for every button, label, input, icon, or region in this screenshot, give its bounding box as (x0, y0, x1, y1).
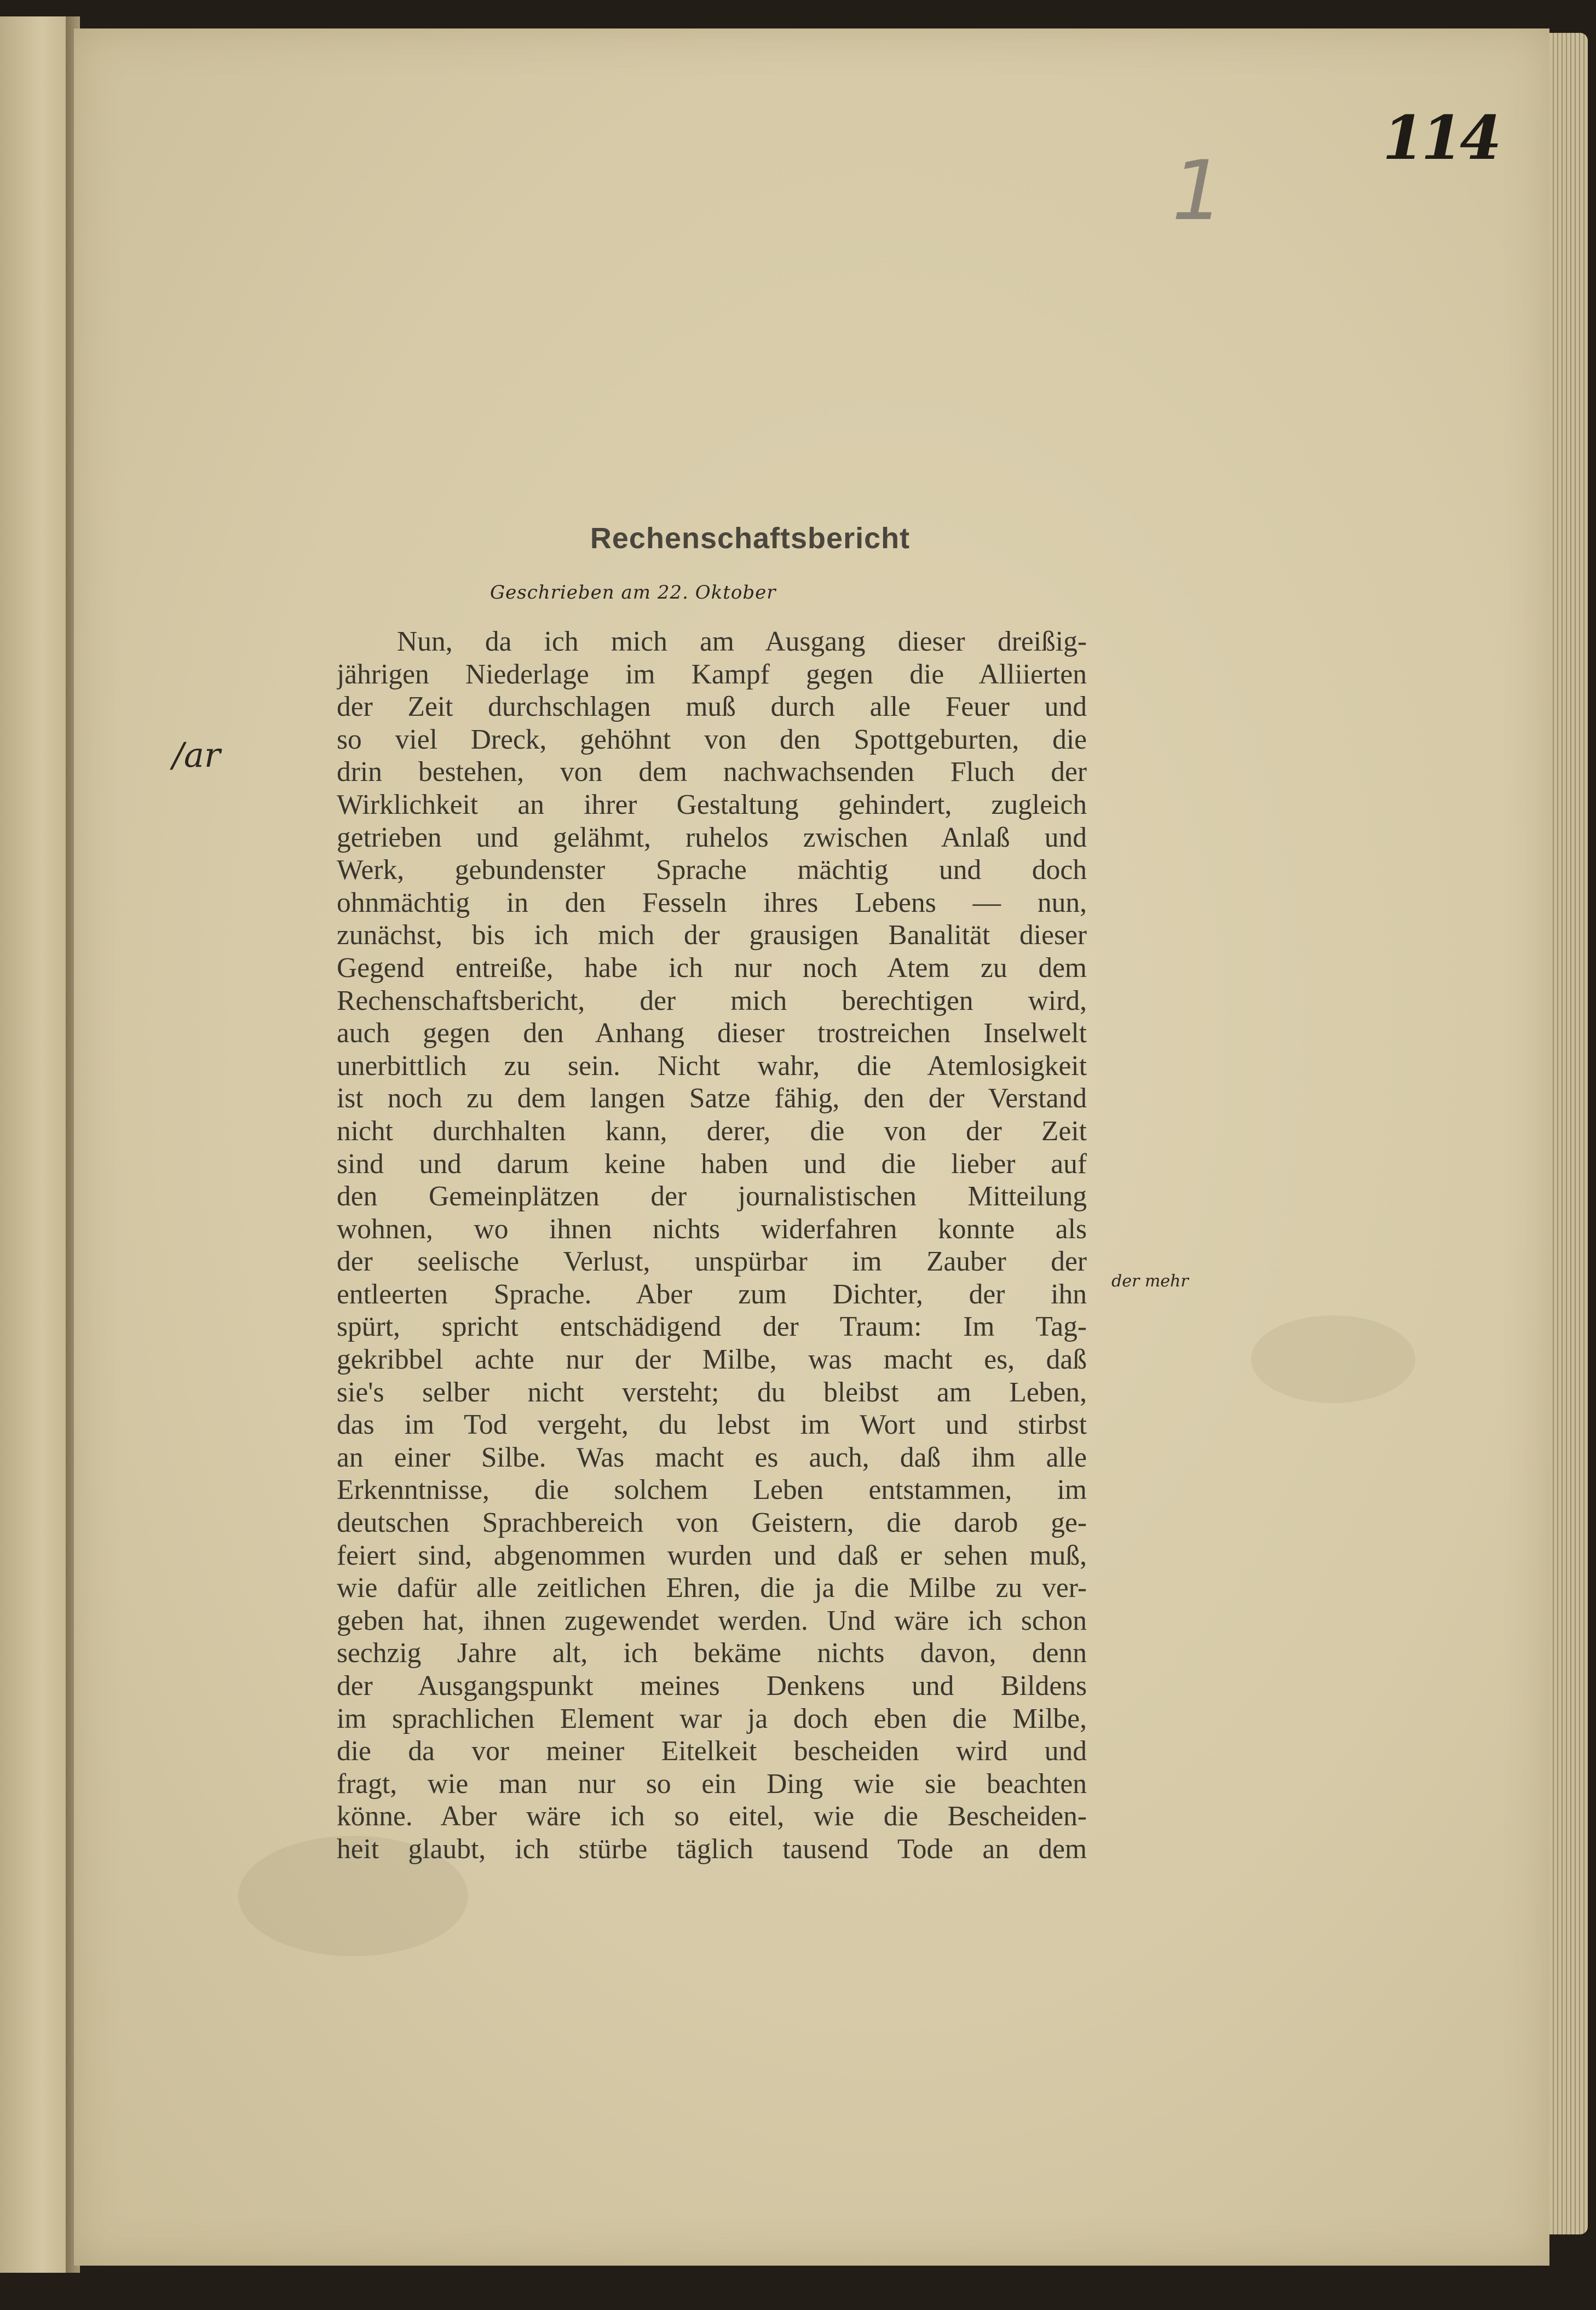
article-body (337, 625, 1087, 1866)
text-line: deutschen Sprachbereich von Geistern, die darob ge- (337, 1507, 1087, 1539)
text-line: entleerten Sprache. Aber zum Dichter, der ihn (337, 1278, 1087, 1310)
text-line: so viel Dreck, gehöhnt von den Spottgeburten, die (337, 723, 1087, 755)
text-line: gekribbel achte nur der Milbe, was macht es, daß (337, 1344, 1087, 1376)
text-line: getrieben und gelähmt, ruhelos zwischen Anlaß und (337, 821, 1087, 853)
text-line: wohnen, wo ihnen nichts widerfahren konnte als (337, 1213, 1087, 1245)
text-line: Werk, gebundenster Sprache mächtig und doch (337, 854, 1087, 886)
text-line: sechzig Jahre alt, ich bekäme nichts davon, denn (337, 1637, 1087, 1669)
text-line: an einer Silbe. Was macht es auch, daß ihm alle (337, 1441, 1087, 1473)
text-line: fragt, wie man nur so ein Ding wie sie beachten (337, 1768, 1087, 1800)
text-line: drin bestehen, von dem nachwachsenden Fluch der (337, 756, 1087, 788)
text-line: der seelische Verlust, unspürbar im Zauber der (337, 1246, 1087, 1278)
handwritten-note-under-title: Geschrieben am 22. Oktober (490, 582, 776, 604)
text-line: auch gegen den Anhang dieser trostreichen Inselwelt (337, 1018, 1087, 1049)
text-line: ist noch zu dem langen Satze fähig, den der Verstand (337, 1083, 1087, 1114)
text-line: sie's selber nicht versteht; du bleibst am Leben, (337, 1376, 1087, 1408)
text-line: ohnmächtig in den Fesseln ihres Lebens — nun, (337, 887, 1087, 918)
pencil-page-number: 1 (1172, 143, 1224, 239)
text-line: sind und darum keine haben und die lieber auf (337, 1148, 1087, 1180)
facing-page-edge (0, 16, 72, 2273)
folio-number: 114 (1382, 102, 1499, 173)
text-line: wie dafür alle zeitlichen Ehren, die ja die Milbe zu ver- (337, 1572, 1087, 1604)
paper-page (74, 28, 1549, 2266)
text-line: feiert sind, abgenommen wurden und daß er sehen muß, (337, 1539, 1087, 1571)
text-line: Erkenntnisse, die solchem Leben entstammen, im (337, 1474, 1087, 1506)
text-line: den Gemeinplätzen der journalistischen Mitteilung (337, 1181, 1087, 1213)
text-line: könne. Aber wäre ich so eitel, wie die Bescheiden- (337, 1801, 1087, 1832)
handwritten-margin-note-right: der mehr (1111, 1272, 1189, 1291)
text-line: im sprachlichen Element war ja doch eben die Milbe, (337, 1703, 1087, 1734)
article-title: Rechenschaftsbericht (590, 522, 911, 555)
text-line: jährigen Niederlage im Kampf gegen die Alliierten (337, 658, 1087, 690)
text-line: spürt, spricht entschädigend der Traum: Im Tag- (337, 1311, 1087, 1343)
text-line: der Zeit durchschlagen muß durch alle Feuer und (337, 691, 1087, 723)
text-line: geben hat, ihnen zugewendet werden. Und wäre ich schon (337, 1605, 1087, 1636)
handwritten-margin-note-left: /ar (172, 735, 221, 775)
text-line: das im Tod vergeht, du lebst im Wort und stirbst (337, 1409, 1087, 1441)
paper-stain (1251, 1315, 1415, 1403)
text-line: unerbittlich zu sein. Nicht wahr, die Atemlosigkeit (337, 1050, 1087, 1082)
text-line: heit glaubt, ich stürbe täglich tausend Tode an dem (337, 1833, 1087, 1865)
text-line: zunächst, bis ich mich der grausigen Banalität dieser (337, 920, 1087, 951)
text-line: Gegend entreiße, habe ich nur noch Atem zu dem (337, 952, 1087, 984)
text-line: der Ausgangspunkt meines Denkens und Bildens (337, 1670, 1087, 1702)
text-line: Wirklichkeit an ihrer Gestaltung gehindert, zugleich (337, 789, 1087, 820)
text-line: Rechenschaftsbericht, der mich berechtigen wird, (337, 985, 1087, 1016)
text-line: die da vor meiner Eitelkeit bescheiden wird und (337, 1736, 1087, 1767)
text-line: nicht durchhalten kann, derer, die von der Zeit (337, 1115, 1087, 1147)
text-line: Nun, da ich mich am Ausgang dieser dreißig- (397, 626, 1087, 657)
